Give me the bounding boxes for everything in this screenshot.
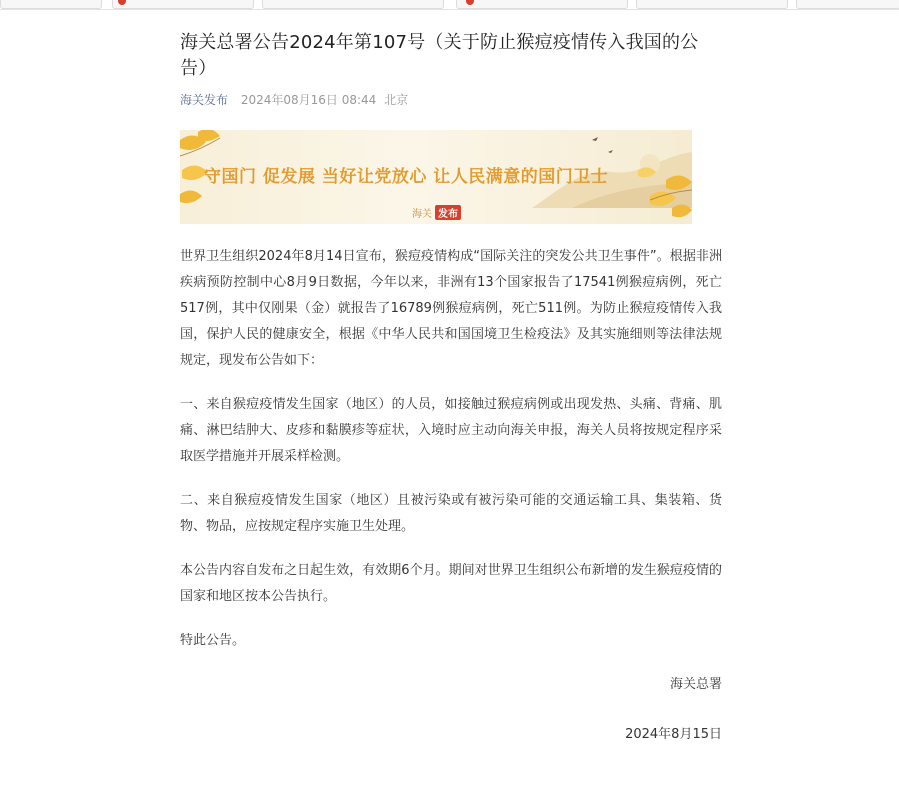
banner-slogan: 守国门 促发展 当好让党放心 让人民满意的国门卫士 — [204, 167, 609, 187]
browser-tab-strip — [0, 0, 899, 10]
browser-tab[interactable] — [796, 0, 899, 9]
banner-logo — [412, 204, 461, 220]
article-title: 海关总署公告2024年第107号（关于防止猴痘疫情传入我国的公告） — [180, 32, 699, 79]
publish-date: 2024年08月16日 08:44 — [240, 93, 377, 107]
signature: 海关总署 — [669, 677, 722, 692]
banner-logo-left: 海关 — [412, 208, 432, 220]
paragraph-closing: 特此公告。 — [180, 633, 246, 648]
paragraph-item-2: 二、来自猴痘疫情发生国家（地区）且被污染或有被污染可能的交通运输工具、集装箱、货物、物品，应按规定程序实施卫生处理。 — [180, 493, 722, 534]
browser-tab[interactable] — [0, 0, 102, 9]
article-meta — [180, 92, 722, 108]
paragraph-intro: 世界卫生组织2024年8月14日宣布，猴痘疫情构成“国际关注的突发公共卫生事件”。根据非洲疾病预防控制中心8月9日数据，今年以来，非洲有13个国家报告了17541例猴痘病例，死亡517例，其中仅刚果（金）就报告了16789例猴痘病例，死亡511例。为防止猴痘疫情传入我国，保护人民的健康安全，根据《中华人民共和国国境卫生检疫法》及其实施细则等法律法规规定，现发布公告如下： — [180, 249, 722, 368]
publish-location: 北京 — [384, 93, 409, 107]
browser-tab[interactable] — [262, 0, 444, 9]
paragraph-item-1: 一、来自猴痘疫情发生国家（地区）的人员，如接触过猴痘病例或出现发热、头痛、背痛、肌痛、淋巴结肿大、皮疹和黏膜疹等症状，入境时应主动向海关申报，海关人员将按规定程序采取医学措施并开展采样检测。 — [180, 397, 722, 464]
paragraph-validity: 本公告内容自发布之日起生效，有效期6个月。期间对世界卫生组织公布新增的发生猴痘疫情的国家和地区按本公告执行。 — [180, 563, 722, 604]
browser-tab[interactable] — [456, 0, 628, 9]
browser-tab[interactable] — [636, 0, 788, 9]
source-link[interactable]: 海关发布 — [180, 93, 229, 107]
sign-date: 2024年8月15日 — [625, 727, 722, 742]
browser-tab[interactable] — [112, 0, 254, 9]
article-banner — [180, 130, 692, 224]
banner-logo-right: 发布 — [435, 205, 461, 220]
article-body — [180, 244, 722, 748]
article — [180, 30, 722, 748]
